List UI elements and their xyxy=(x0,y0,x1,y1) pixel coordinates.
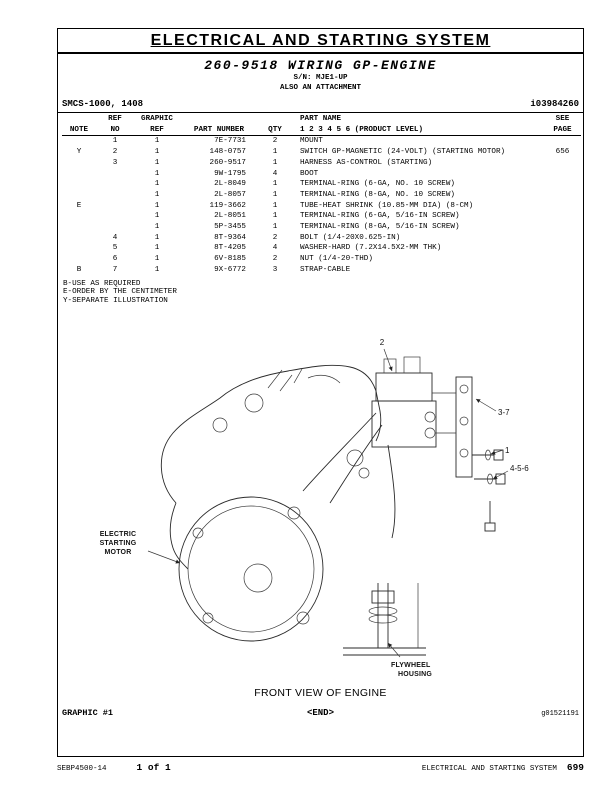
cell-ref-no: 4 xyxy=(112,233,118,242)
cell-graphic-ref: 1 xyxy=(154,255,160,264)
doc-id: i03984260 xyxy=(530,99,579,109)
cell-ref-no xyxy=(96,222,134,233)
cell-part-name: TERMINAL-RING (8-GA, NO. 10 SCREW) xyxy=(300,190,455,199)
cell-qty: 3 xyxy=(272,265,278,274)
cell-part-number: 2L-8051 xyxy=(214,212,246,221)
cell-note xyxy=(62,222,96,233)
diagram-caption: FRONT VIEW OF ENGINE xyxy=(254,687,387,700)
table-row xyxy=(62,243,581,254)
motor-label-line3: MOTOR xyxy=(104,549,132,557)
cell-part-number: 2L-8049 xyxy=(214,180,246,189)
graphic-row xyxy=(58,708,583,720)
note-line: Y-SEPARATE ILLUSTRATION xyxy=(63,296,168,305)
cell-ref-no: 3 xyxy=(112,158,118,167)
graphic-label: GRAPHIC #1 xyxy=(62,708,114,719)
table-row xyxy=(62,136,581,147)
cell-graphic-ref: 1 xyxy=(154,180,160,189)
cell-part-number: 2L-8057 xyxy=(214,190,246,199)
motor-label-line1: ELECTRIC xyxy=(99,531,137,539)
attachment-line: ALSO AN ATTACHMENT xyxy=(279,84,361,92)
cell-note xyxy=(62,254,96,265)
footer-page-number: 699 xyxy=(566,762,584,773)
mounting-bolts xyxy=(472,450,505,531)
cell-note xyxy=(62,233,96,244)
cell-part-name: STRAP-CABLE xyxy=(300,265,351,274)
cell-qty: 2 xyxy=(272,137,278,146)
section-title: ELECTRICAL AND STARTING SYSTEM xyxy=(150,32,491,49)
cell-qty: 1 xyxy=(272,190,278,199)
col-header-ref-line1: REF xyxy=(108,115,122,123)
cell-part-name: HARNESS AS-CONTROL (STARTING) xyxy=(300,158,433,167)
flywheel-label-line1: FLYWHEEL xyxy=(391,662,431,670)
flywheel-housing-part xyxy=(343,583,426,655)
table-row xyxy=(62,265,581,276)
flywheel-label-line2: HOUSING xyxy=(398,671,433,679)
cell-qty: 1 xyxy=(272,201,278,210)
cell-see-page xyxy=(544,265,581,276)
col-header-graphic-line2: REF xyxy=(134,125,180,136)
cell-ref-no: 5 xyxy=(112,244,118,253)
wiring-harness xyxy=(303,413,395,538)
cell-see-page: 656 xyxy=(555,148,570,157)
cell-graphic-ref: 1 xyxy=(154,233,160,242)
media-number: SEBP4500-14 xyxy=(57,765,107,773)
starting-motor xyxy=(179,497,323,641)
cell-see-page xyxy=(544,201,581,212)
col-header-ref-line2: NO xyxy=(96,125,134,136)
cell-part-number: 7E-7731 xyxy=(214,137,246,146)
col-header-spacer xyxy=(62,114,96,125)
col-header-part-name: PART NAME xyxy=(300,115,342,123)
cell-ref-no: 6 xyxy=(112,255,118,264)
cell-qty: 1 xyxy=(272,223,278,232)
cell-part-name: BOOT xyxy=(300,169,319,178)
smcs-code: SMCS-1000, 1408 xyxy=(62,99,144,109)
section-banner xyxy=(58,29,583,54)
table-row xyxy=(62,254,581,265)
graphic-id: g01521191 xyxy=(541,710,579,719)
cell-graphic-ref: 1 xyxy=(154,223,160,232)
cell-part-number: 8T-9364 xyxy=(214,233,246,242)
cell-ref-no xyxy=(96,179,134,190)
table-row xyxy=(62,222,581,233)
cell-graphic-ref: 1 xyxy=(154,137,160,146)
page-footer xyxy=(57,762,584,773)
cell-see-page xyxy=(544,211,581,222)
cell-graphic-ref: 1 xyxy=(154,201,160,210)
cell-note: Y xyxy=(76,148,82,157)
table-row xyxy=(62,179,581,190)
cell-note: B xyxy=(76,265,82,274)
footer-section-title: ELECTRICAL AND STARTING SYSTEM xyxy=(421,765,557,773)
col-header-graphic-line1: GRAPHIC xyxy=(141,115,173,123)
callout-leaders xyxy=(148,349,508,657)
content-box xyxy=(57,28,584,757)
callout-2: 2 xyxy=(379,338,385,348)
cell-see-page xyxy=(544,222,581,233)
cell-graphic-ref: 1 xyxy=(154,212,160,221)
cell-ref-no: 1 xyxy=(112,137,118,146)
cell-part-number: 9W-1795 xyxy=(214,169,246,178)
cell-see-page xyxy=(544,190,581,201)
cell-graphic-ref: 1 xyxy=(154,265,160,274)
note-line: E-ORDER BY THE CENTIMETER xyxy=(63,288,177,297)
cell-part-name: TUBE-HEAT SHRINK (10.85-MM DIA) (8-CM) xyxy=(300,201,474,210)
parts-table xyxy=(62,114,581,276)
cell-qty: 1 xyxy=(272,148,278,157)
cell-note xyxy=(62,158,96,169)
table-row xyxy=(62,211,581,222)
cell-qty: 4 xyxy=(272,169,278,178)
table-row xyxy=(62,158,581,169)
callout-3-7: 3-7 xyxy=(498,408,510,418)
col-header-spacer xyxy=(180,114,258,125)
cell-note xyxy=(62,179,96,190)
cell-qty: 1 xyxy=(272,212,278,221)
col-header-see-line2: PAGE xyxy=(544,125,581,136)
cell-note xyxy=(62,169,96,180)
cell-note xyxy=(62,190,96,201)
motor-label-line2: STARTING xyxy=(99,540,137,548)
table-row xyxy=(62,169,581,180)
cell-part-number: 5P-3455 xyxy=(214,223,246,232)
col-header-part-number: PART NUMBER xyxy=(180,125,258,136)
cell-ref-no: 7 xyxy=(112,265,118,274)
callout-1: 1 xyxy=(505,446,510,456)
cell-part-name: MOUNT xyxy=(300,137,323,146)
cell-part-name: BOLT (1/4-20X0.625-IN) xyxy=(300,233,401,242)
note-line: B-USE AS REQUIRED xyxy=(63,279,141,288)
parts-table-header xyxy=(62,114,581,136)
table-row xyxy=(62,190,581,201)
col-header-qty: QTY xyxy=(258,125,292,136)
cell-ref-no xyxy=(96,190,134,201)
col-header-see-line1: SEE xyxy=(555,115,570,123)
cell-part-number: 6V-8185 xyxy=(214,255,246,264)
cell-graphic-ref: 1 xyxy=(154,190,160,199)
cell-part-number: 260-9517 xyxy=(209,158,246,167)
smcs-row xyxy=(58,93,583,113)
cell-see-page xyxy=(544,158,581,169)
col-header-product-level: 1 2 3 4 5 6 (PRODUCT LEVEL) xyxy=(292,125,544,136)
cell-qty: 1 xyxy=(272,158,278,167)
col-header-spacer xyxy=(258,114,292,125)
cell-note xyxy=(62,136,96,147)
cell-graphic-ref: 1 xyxy=(154,148,160,157)
cell-graphic-ref: 1 xyxy=(154,169,160,178)
engine-outline xyxy=(161,366,380,570)
cell-ref-no: 2 xyxy=(112,148,118,157)
cell-see-page xyxy=(544,243,581,254)
page-count: 1 of 1 xyxy=(136,762,171,773)
engine-diagram-wrap xyxy=(58,333,583,685)
table-row xyxy=(62,147,581,158)
col-header-note: NOTE xyxy=(62,125,96,136)
cell-note: E xyxy=(76,201,82,210)
cell-part-number: 9X-6772 xyxy=(214,265,246,274)
cell-ref-no xyxy=(96,201,134,212)
cell-see-page xyxy=(544,169,581,180)
cell-part-name: TERMINAL-RING (6-GA, 5/16-IN SCREW) xyxy=(300,212,460,221)
cell-qty: 2 xyxy=(272,255,278,264)
cell-see-page xyxy=(544,254,581,265)
cell-see-page xyxy=(544,136,581,147)
cell-qty: 1 xyxy=(272,180,278,189)
cell-see-page xyxy=(544,179,581,190)
cell-note xyxy=(62,211,96,222)
callout-4-5-6: 4-5-6 xyxy=(510,464,529,474)
cell-part-number: 148-0757 xyxy=(209,148,246,157)
cell-graphic-ref: 1 xyxy=(154,244,160,253)
cell-part-name: TERMINAL-RING (6-GA, NO. 10 SCREW) xyxy=(300,180,455,189)
cell-part-name: WASHER-HARD (7.2X14.5X2-MM THK) xyxy=(300,244,442,253)
cell-part-name: SWITCH GP-MAGNETIC (24-VOLT) (STARTING MOTOR) xyxy=(300,148,506,157)
document-title: 260-9518 WIRING GP-ENGINE xyxy=(204,58,437,73)
engine-diagram xyxy=(58,333,585,685)
parts-table-body xyxy=(62,136,581,276)
table-row xyxy=(62,201,581,212)
cell-part-name: NUT (1/4-20-THD) xyxy=(300,255,373,264)
serial-line: S/N: MJE1-UP xyxy=(293,74,348,82)
notes-list xyxy=(63,280,578,306)
cell-part-number: 119-3662 xyxy=(209,201,246,210)
cell-qty: 2 xyxy=(272,233,278,242)
cell-ref-no xyxy=(96,211,134,222)
cell-part-number: 8T-4205 xyxy=(214,244,246,253)
cell-part-name: TERMINAL-RING (8-GA, 5/16-IN SCREW) xyxy=(300,223,460,232)
magnetic-switch xyxy=(372,357,472,477)
cell-graphic-ref: 1 xyxy=(154,158,160,167)
cell-note xyxy=(62,243,96,254)
table-row xyxy=(62,233,581,244)
cell-qty: 4 xyxy=(272,244,278,253)
cell-ref-no xyxy=(96,169,134,180)
cell-see-page xyxy=(544,233,581,244)
end-marker: <END> xyxy=(306,708,334,719)
